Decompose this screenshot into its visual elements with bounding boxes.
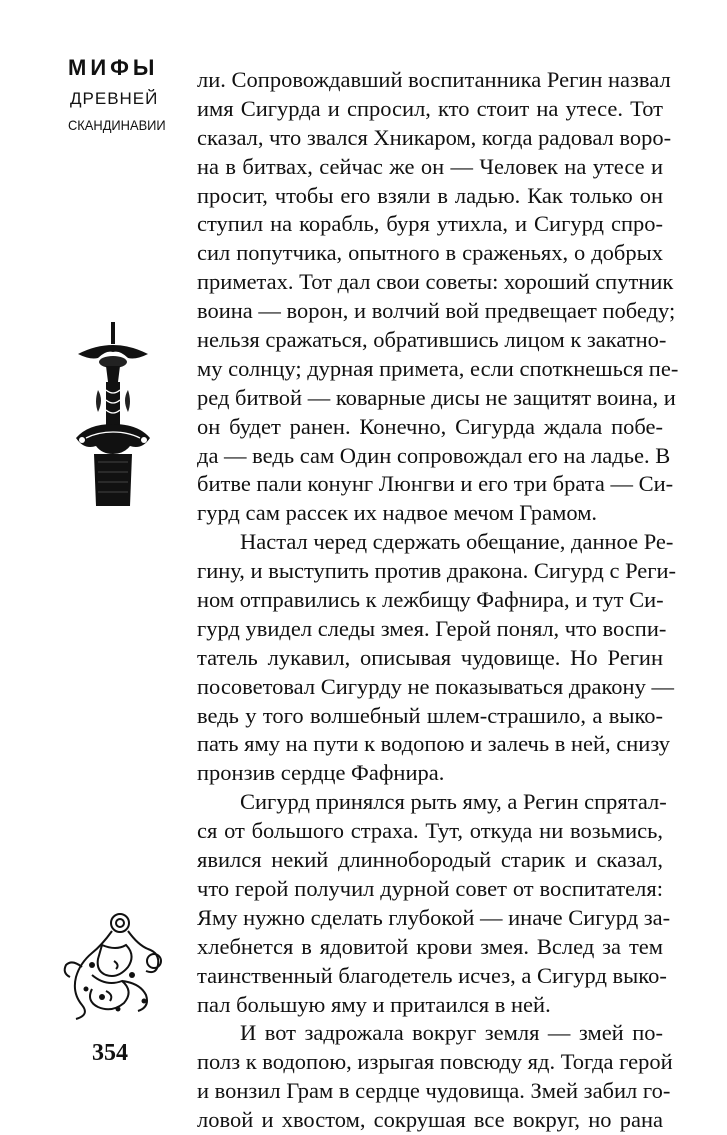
- bottom-ornament-icon: [62, 905, 172, 1030]
- text-line: ся от большого страха. Тут, откуда ни возьмись,: [197, 818, 663, 844]
- page-number: 354: [92, 1040, 128, 1066]
- text-line: и вонзил Грам в сердце чудовища. Змей забил го-: [197, 1078, 671, 1104]
- text-line: ли. Сопровождавший воспитанника Регин назвал: [197, 67, 671, 92]
- text-line: ном отправились к лежбищу Фафнира, и тут Си-: [197, 587, 664, 613]
- text-line: нельзя сражаться, обратившись лицом к закатно-: [197, 327, 667, 353]
- text-line: му солнцу; дурная примета, если споткнешься пе-: [197, 355, 679, 381]
- running-header: [64, 54, 176, 134]
- text-line: посоветовал Сигурду не показываться дракону —: [197, 673, 674, 699]
- book-subtitle-line1: ДРЕВНЕЙ: [70, 89, 159, 108]
- text-line: ред битвой — коварные дисы не защитят воина, и: [197, 384, 676, 410]
- text-line: хлебнется в ядовитой крови змея. Вслед за тем: [197, 933, 663, 959]
- text-line: Сигурд принялся рыть яму, а Регин спрятал-: [240, 789, 667, 815]
- paragraph: [197, 1019, 673, 1135]
- text-line: татель лукавил, описывая чудовище. Но Регин: [197, 644, 663, 670]
- paragraph: [197, 788, 671, 1019]
- text-line: И вот задрожала вокруг земля — змей по-: [240, 1020, 663, 1046]
- text-line: что герой получил дурной совет от воспитателя:: [197, 875, 663, 901]
- paragraph: [197, 66, 679, 528]
- text-line: ведь у того волшебный шлем-страшило, а выко-: [197, 702, 663, 728]
- text-line: сказал, что звался Хникаром, когда радовал воро-: [197, 124, 672, 150]
- text-line: пать яму на пути к водопою и залечь в ней, снизу: [197, 731, 671, 757]
- text-line: гурд увидел следы змея. Герой понял, что воспи-: [197, 615, 667, 641]
- text-line: таинственный благодетель исчез, а Сигурд выко-: [197, 962, 667, 988]
- text-line: пал большую яму и притаился в ней.: [197, 991, 551, 1017]
- text-line: на в битвах, сейчас же он — Человек на утесе и: [197, 153, 663, 179]
- text-line: Яму нужно сделать глубокой — иначе Сигурд за-: [197, 904, 671, 930]
- text-line: приметах. Тот дал свои советы: хороший спутник: [197, 269, 674, 295]
- top-ornament-icon: [68, 320, 158, 515]
- text-line: гину, и выступить против дракона. Сигурд с Реги-: [197, 558, 677, 584]
- book-title: МИФЫ: [68, 55, 159, 80]
- text-line: Настал черед сдержать обещание, данное Ре-: [240, 529, 674, 555]
- text-line: ступил на корабль, буря утихла, и Сигурд спро-: [197, 211, 663, 237]
- text-line: явился некий длиннобородый старик и сказал,: [197, 847, 663, 873]
- text-line: да — ведь сам Один сопровождал его на ладье. В: [197, 442, 671, 468]
- book-subtitle-line2: СКАНДИНАВИИ: [68, 117, 166, 133]
- paragraph: [197, 528, 677, 788]
- text-line: битве пали конунг Люнгви и его три брата — Си-: [197, 471, 674, 497]
- body-text: [197, 66, 679, 1135]
- text-line: просит, чтобы его взяли в ладью. Как только он: [197, 182, 663, 208]
- text-line: пронзив сердце Фафнира.: [197, 760, 445, 786]
- text-line: полз к водопою, изрыгая повсюду яд. Тогда герой: [197, 1049, 673, 1075]
- text-line: гурд сам рассек их надвое мечом Грамом.: [197, 500, 598, 526]
- text-line: он будет ранен. Конечно, Сигурда ждала побе-: [197, 413, 663, 439]
- text-line: имя Сигурда и спросил, кто стоит на утесе. Тот: [197, 95, 663, 121]
- text-line: сил попутчика, опытного в сраженьях, о добрых: [197, 240, 663, 266]
- text-line: воина — ворон, и волчий вой предвещает победу;: [197, 298, 676, 324]
- text-line: ловой и хвостом, сокрушая все вокруг, но рана: [197, 1107, 663, 1133]
